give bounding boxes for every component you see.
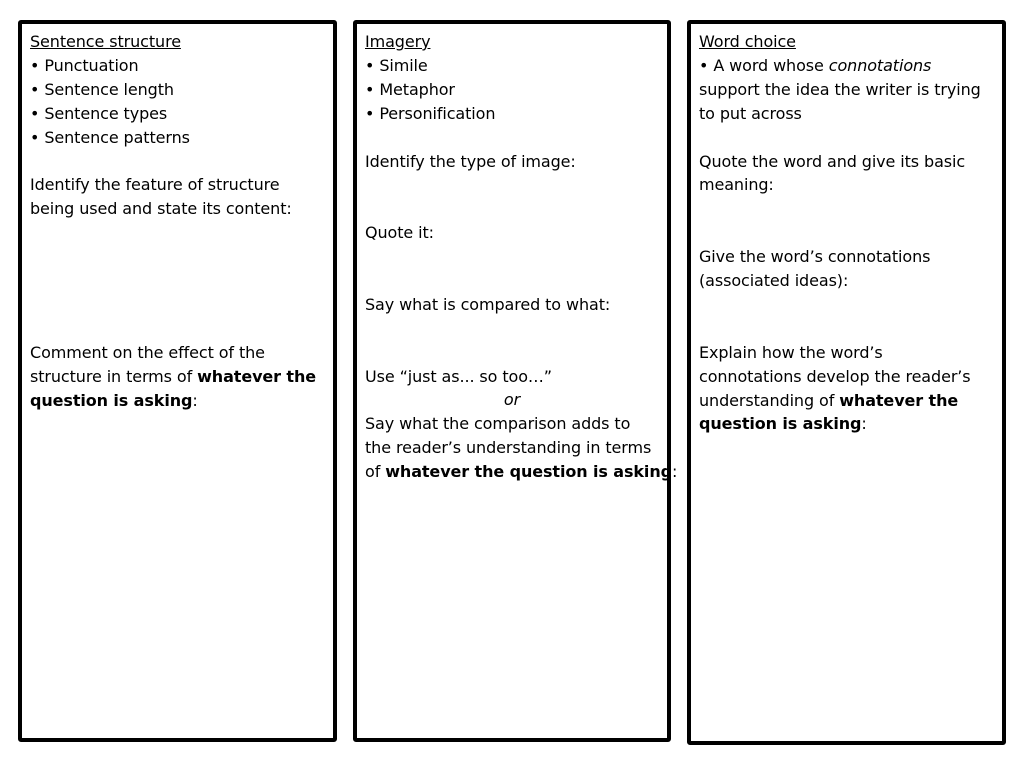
spacer	[30, 150, 325, 174]
spacer	[699, 197, 994, 221]
emphasis-text: question is asking	[30, 390, 193, 410]
instruction-text	[365, 460, 678, 484]
spacer	[30, 317, 325, 341]
instruction-text: Use “just as... so too…”	[365, 366, 552, 386]
spacer	[365, 317, 659, 341]
instruction-text	[30, 365, 325, 389]
instruction-text: Quote it:	[365, 223, 434, 243]
text-run: of	[365, 462, 386, 482]
instruction-text	[30, 389, 325, 413]
word-choice-panel	[687, 20, 1006, 745]
text-run: • A word whose	[699, 55, 829, 75]
emphasis-text: question is asking	[699, 414, 862, 434]
emphasis-text: whatever the question is asking	[385, 462, 672, 482]
instruction-text: Identify the type of image:	[365, 151, 576, 171]
sentence-structure-panel	[18, 20, 337, 742]
bullet-item: • Sentence patterns	[30, 127, 190, 147]
spacer	[365, 341, 659, 365]
spacer	[30, 221, 325, 245]
instruction-text: the reader’s understanding in terms	[365, 438, 652, 458]
instruction-text: support the idea the writer is trying	[699, 79, 981, 99]
instruction-text: Give the word’s connotations	[699, 247, 931, 267]
panel-heading: Word choice	[699, 32, 796, 51]
bullet-item	[699, 54, 994, 78]
panel-heading: Imagery	[365, 32, 431, 51]
spacer	[365, 269, 659, 293]
spacer	[365, 245, 659, 269]
text-run: :	[192, 390, 198, 410]
spacer	[699, 293, 994, 317]
bullet-item: • Personification	[365, 103, 496, 123]
spacer	[30, 293, 325, 317]
instruction-text: Say what the comparison adds to	[365, 414, 631, 434]
imagery-panel	[353, 20, 678, 742]
instruction-text: Say what is compared to what:	[365, 294, 611, 314]
spacer	[365, 197, 659, 221]
text-run: :	[671, 462, 678, 482]
spacer	[30, 245, 325, 269]
instruction-text: Identify the feature of structure	[30, 175, 280, 195]
bullet-item: • Simile	[365, 55, 428, 75]
bullet-item: • Sentence types	[30, 103, 168, 123]
instruction-text: Explain how the word’s	[699, 342, 883, 362]
bullet-item: • Sentence length	[30, 79, 174, 99]
or-text	[365, 388, 659, 412]
instruction-text: (associated ideas):	[699, 271, 849, 291]
instruction-text: Quote the word and give its basic	[699, 151, 966, 171]
italic-text: connotations	[828, 55, 932, 75]
instruction-text: connotations develop the reader’s	[699, 366, 971, 386]
instruction-text: Comment on the effect of the	[30, 342, 265, 362]
instruction-text: to put across	[699, 103, 802, 123]
bullet-item: • Metaphor	[365, 79, 455, 99]
spacer	[365, 126, 659, 150]
instruction-text: being used and state its content:	[30, 199, 292, 219]
bullet-item: • Punctuation	[30, 55, 139, 75]
spacer	[699, 221, 994, 245]
instruction-text	[699, 412, 994, 436]
spacer	[30, 269, 325, 293]
instruction-text	[699, 389, 994, 413]
text-run: :	[861, 414, 867, 434]
spacer	[365, 173, 659, 197]
emphasis-text: whatever the	[839, 390, 959, 410]
italic-text: or	[503, 390, 521, 410]
text-run: understanding of	[699, 390, 840, 410]
text-run: structure in terms of	[30, 366, 198, 386]
instruction-text: meaning:	[699, 175, 774, 195]
spacer	[699, 126, 994, 150]
spacer	[699, 317, 994, 341]
panel-heading: Sentence structure	[30, 32, 181, 51]
emphasis-text: whatever the	[197, 366, 317, 386]
